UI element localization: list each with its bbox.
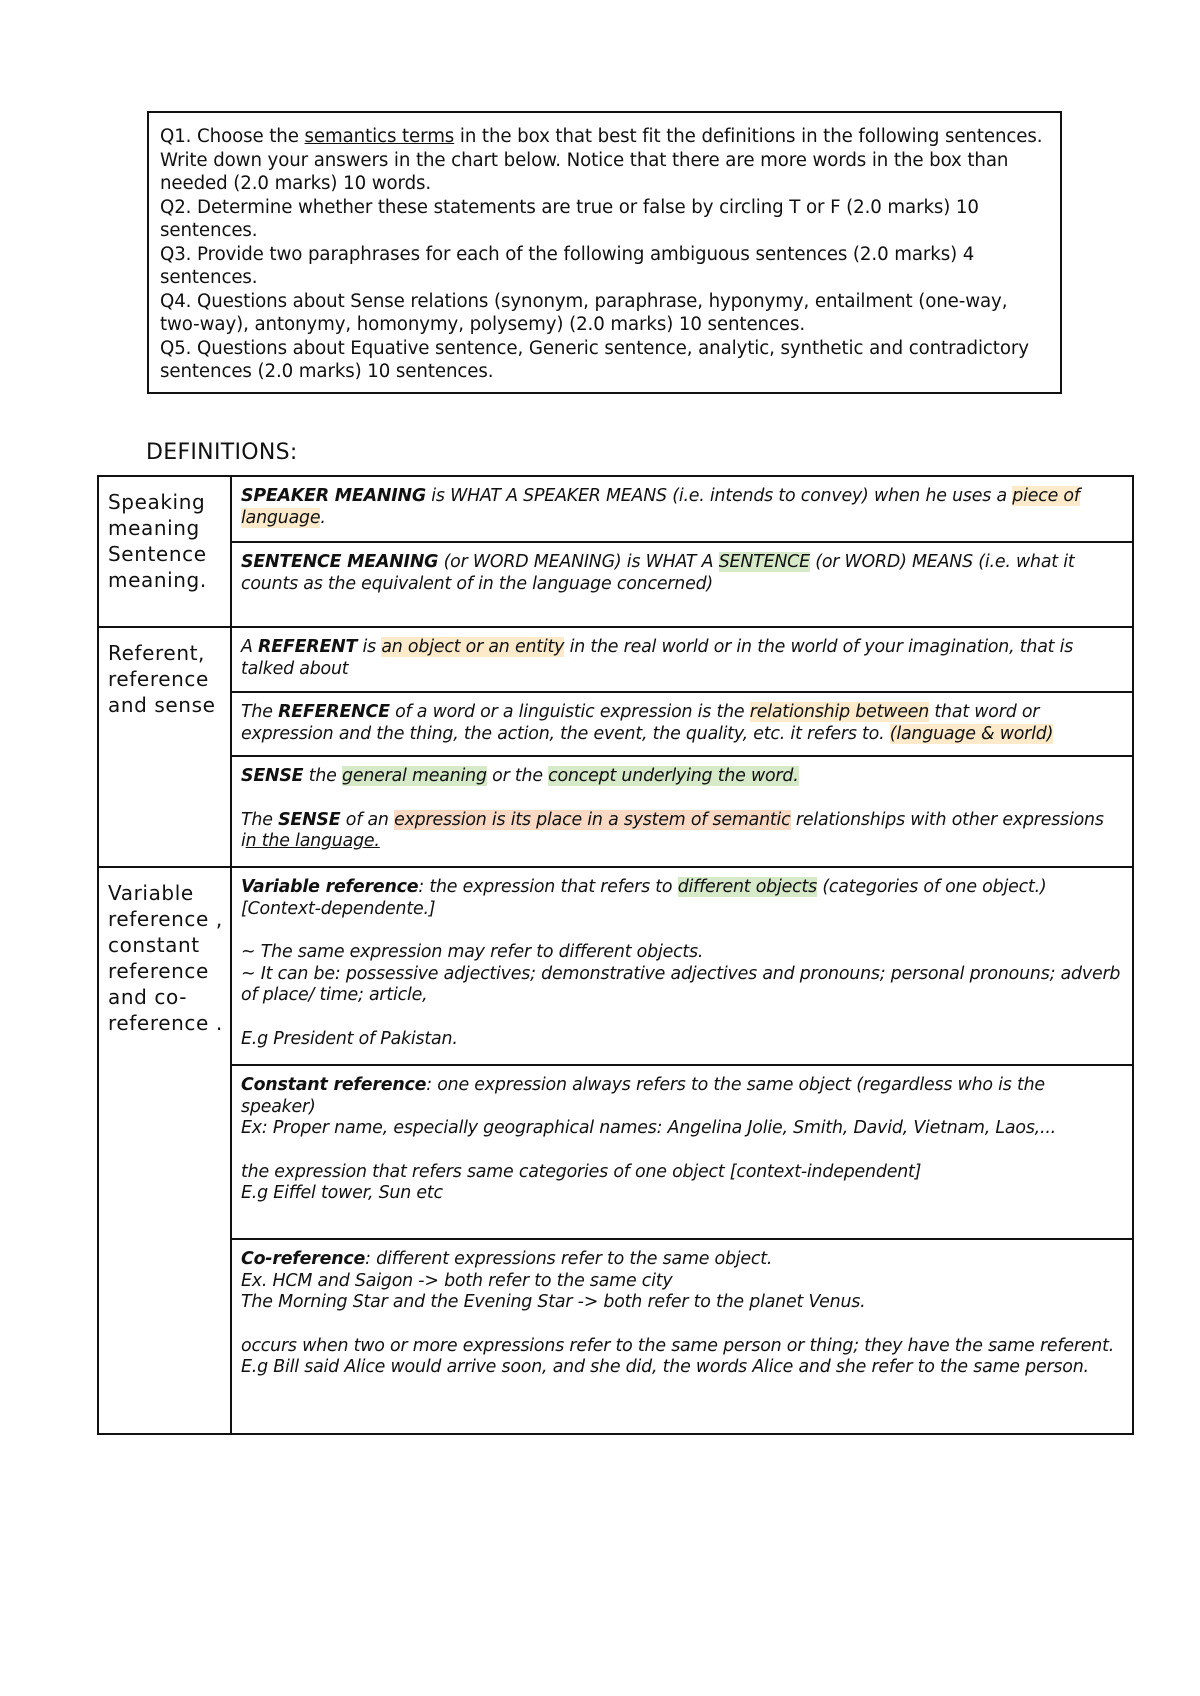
example-line: E.g President of Pakistan.	[241, 1028, 458, 1049]
highlight: relationship between	[749, 702, 930, 722]
term-referent-reference-sense: Referent, reference and sense	[98, 627, 231, 867]
def-text: .	[320, 507, 326, 528]
def-line: the expression that refers same categories of one object [context-independent]	[241, 1161, 922, 1182]
def-text: the	[303, 766, 342, 786]
def-line: The Morning Star and the Evening Star -> both refer to the planet Venus.	[241, 1292, 866, 1312]
co-reference-term: Co-reference	[241, 1249, 366, 1269]
def-line: Ex. HCM and Saigon -> both refer to the same city	[241, 1270, 673, 1291]
def-speaker-meaning	[231, 476, 1133, 542]
instructions-box	[147, 111, 1062, 394]
def-text: The	[241, 809, 279, 830]
example-line: E.g Eiffel tower, Sun etc	[241, 1183, 443, 1203]
table-row	[98, 1239, 1133, 1434]
semantics-terms-underlined: semantics terms	[304, 126, 455, 147]
definitions-table	[97, 475, 1134, 1435]
highlight: an object or an entity	[381, 637, 565, 657]
def-line: ~ It can be: possessive adjectives; demonstrative adjectives and pronouns; personal pronouns; adverb of place/ time; article,	[241, 963, 1121, 1005]
table-row	[98, 692, 1133, 756]
term-speaking-sentence-meaning: Speaking meaning Sentence meaning.	[98, 476, 231, 627]
constant-reference-term: Constant reference	[241, 1075, 427, 1095]
definitions-heading: DEFINITIONS:	[146, 440, 298, 465]
speaker-meaning-term: SPEAKER MEANING	[241, 486, 426, 506]
highlight: concept underlying the word.	[548, 766, 799, 786]
table-row	[98, 1065, 1133, 1239]
def-reference	[231, 692, 1133, 756]
table-row	[98, 476, 1133, 542]
def-referent	[231, 627, 1133, 692]
def-text: (categories of one object.) [Context-dependente.]	[241, 877, 1047, 919]
variable-reference-term: Variable reference	[241, 877, 419, 897]
table-row	[98, 627, 1133, 692]
reference-term: REFERENCE	[278, 702, 390, 722]
question-3: Q3. Provide two paraphrases for each of the following ambiguous sentences (2.0 marks) 4 sentences.	[160, 243, 975, 288]
q1-text-rest: in the box that best fit the definitions in the following sentences. Write down your answers in the chart below. Notice that there are more words in the box than needed (2.0 marks) 10 words.	[160, 126, 1043, 194]
def-text: : one expression always refers to the same object (regardless who is the speaker)	[241, 1075, 1045, 1117]
sense-term: SENSE	[278, 809, 341, 830]
def-line: occurs when two or more expressions refer to the same person or thing; they have the same referent.	[241, 1335, 1115, 1356]
def-text: that word or expression and the thing, the action, the event, the quality, etc. it refers to.	[241, 702, 1040, 744]
referent-term: REFERENT	[258, 637, 358, 657]
table-row	[98, 756, 1133, 867]
highlight: different objects	[677, 877, 817, 897]
question-5: Q5. Questions about Equative sentence, Generic sentence, analytic, synthetic and contradictory sentences (2.0 marks) 10 sentences.	[160, 337, 1029, 382]
example-line: E.g Bill said Alice would arrive soon, and she did, the words Alice and she refer to the same person.	[241, 1357, 1089, 1377]
def-text: (or WORD MEANING) is WHAT A	[438, 552, 719, 572]
def-variable-reference	[231, 867, 1133, 1065]
table-row	[98, 542, 1133, 627]
def-line: Ex: Proper name, especially geographical names: Angelina Jolie, Smith, David, Vietnam, Laos,...	[241, 1118, 1056, 1138]
def-text: is	[357, 637, 382, 657]
highlight: general meaning	[341, 766, 487, 786]
question-2: Q2. Determine whether these statements are true or false by circling T or F (2.0 marks) 10 sentences.	[160, 196, 979, 241]
def-text: : the expression that refers to	[418, 877, 678, 897]
underlined-text: n the language.	[245, 831, 380, 851]
def-text: relationships with other expressions i	[241, 809, 1104, 851]
def-text: (or WORD) MEANS (i.e. what it counts as the equivalent of in the language concerned)	[241, 552, 1075, 594]
question-1	[160, 125, 1050, 196]
def-line: ~ The same expression may refer to different objects.	[241, 942, 704, 962]
q1-text: Q1. Choose the	[160, 126, 305, 147]
def-text: or the	[486, 766, 549, 786]
term-variable-constant-coreference: Variable reference , constant reference and co-reference .	[98, 867, 231, 1434]
highlight: expression is its place in a system of semantic	[394, 809, 791, 830]
sense-term: SENSE	[241, 766, 304, 786]
def-sentence-meaning	[231, 542, 1133, 627]
def-text: of an	[340, 809, 395, 830]
highlight: (language & world)	[889, 723, 1054, 744]
def-text: The	[241, 702, 279, 722]
sentence-meaning-term: SENTENCE MEANING	[241, 552, 439, 572]
def-co-reference	[231, 1239, 1133, 1434]
def-text: is WHAT A SPEAKER MEANS (i.e. intends to convey) when he uses a	[425, 486, 1013, 506]
def-sense	[231, 756, 1133, 867]
highlight: piece of language	[241, 486, 1080, 528]
def-text: : different expressions refer to the same object.	[365, 1249, 773, 1269]
def-constant-reference	[231, 1065, 1133, 1239]
def-text: A	[241, 637, 259, 657]
question-4: Q4. Questions about Sense relations (synonym, paraphrase, hyponymy, entailment (one-way, two-way), antonymy, homonymy, polysemy) (2.0 marks) 10 sentences.	[160, 290, 1008, 335]
def-text: of a word or a linguistic expression is the	[389, 702, 750, 722]
highlight: SENTENCE	[718, 552, 810, 572]
table-row	[98, 867, 1133, 1065]
def-text: in the real world or in the world of your imagination, that is talked about	[241, 637, 1074, 679]
